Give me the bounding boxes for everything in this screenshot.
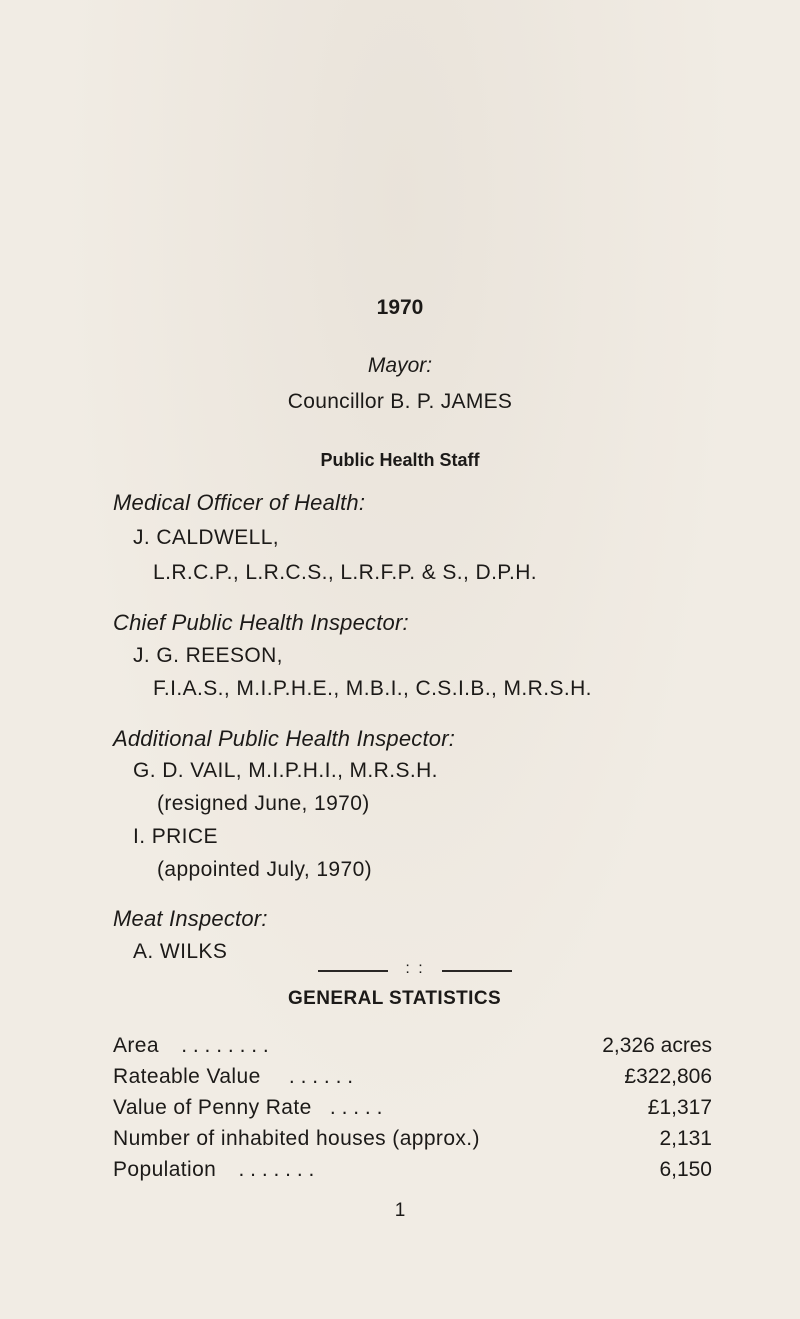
stat-label-text: Area	[113, 1034, 159, 1057]
stat-leader-dots: . . . . . . .	[238, 1158, 315, 1181]
mayor-label: Mayor:	[367, 354, 433, 377]
cphi-qualifications: F.I.A.S., M.I.P.H.E., M.B.I., C.S.I.B., M.R.S.H.	[153, 677, 592, 700]
stat-value-area: 2,326 acres	[602, 1034, 712, 1057]
section-divider	[318, 960, 512, 977]
mayor-name: Councillor B. P. JAMES	[287, 390, 513, 413]
aphi-name-vail: G. D. VAIL, M.I.P.H.I., M.R.S.H.	[133, 759, 438, 782]
stat-value-population: 6,150	[659, 1158, 712, 1181]
stat-value-penny-rate: £1,317	[647, 1096, 712, 1119]
moh-role: Medical Officer of Health:	[113, 490, 366, 515]
stat-leader-dots: . . . . .	[329, 1096, 383, 1119]
moh-name: J. CALDWELL,	[133, 526, 280, 549]
aphi-note-resigned: (resigned June, 1970)	[157, 792, 370, 815]
stat-label-population	[113, 1158, 314, 1182]
general-statistics-heading: GENERAL STATISTICS	[288, 988, 502, 1009]
divider-rule-right	[442, 970, 512, 972]
stat-label-inhabited-houses	[113, 1127, 480, 1151]
stat-value-rateable-value: £322,806	[624, 1065, 712, 1088]
meat-inspector-role: Meat Inspector:	[113, 906, 268, 931]
cphi-name: J. G. REESON,	[133, 644, 283, 667]
stat-label-penny-rate	[113, 1096, 382, 1120]
stat-label-text: Value of Penny Rate	[113, 1096, 312, 1119]
divider-rule-left	[318, 970, 388, 972]
cphi-role: Chief Public Health Inspector:	[113, 610, 409, 635]
moh-qualifications: L.R.C.P., L.R.C.S., L.R.F.P. & S., D.P.H.	[153, 561, 538, 584]
aphi-role: Additional Public Health Inspector:	[113, 726, 456, 751]
stat-label-text: Population	[113, 1158, 217, 1181]
stat-label-text: Number of inhabited houses (approx.)	[113, 1127, 480, 1150]
stat-label-text: Rateable Value	[113, 1065, 261, 1088]
staff-heading: Public Health Staff	[320, 450, 480, 470]
stat-value-inhabited-houses: 2,131	[659, 1127, 712, 1150]
report-year: 1970	[376, 296, 424, 319]
stat-leader-dots: . . . . . .	[288, 1065, 354, 1088]
divider-colons: : :	[405, 960, 425, 977]
stat-label-rateable-value	[113, 1065, 353, 1089]
aphi-note-appointed: (appointed July, 1970)	[157, 858, 373, 881]
stat-leader-dots: . . . . . . . .	[181, 1034, 269, 1057]
aphi-name-price: I. PRICE	[133, 825, 218, 848]
meat-inspector-name: A. WILKS	[133, 940, 228, 963]
page-number: 1	[394, 1200, 406, 1221]
stat-label-area	[113, 1034, 269, 1058]
